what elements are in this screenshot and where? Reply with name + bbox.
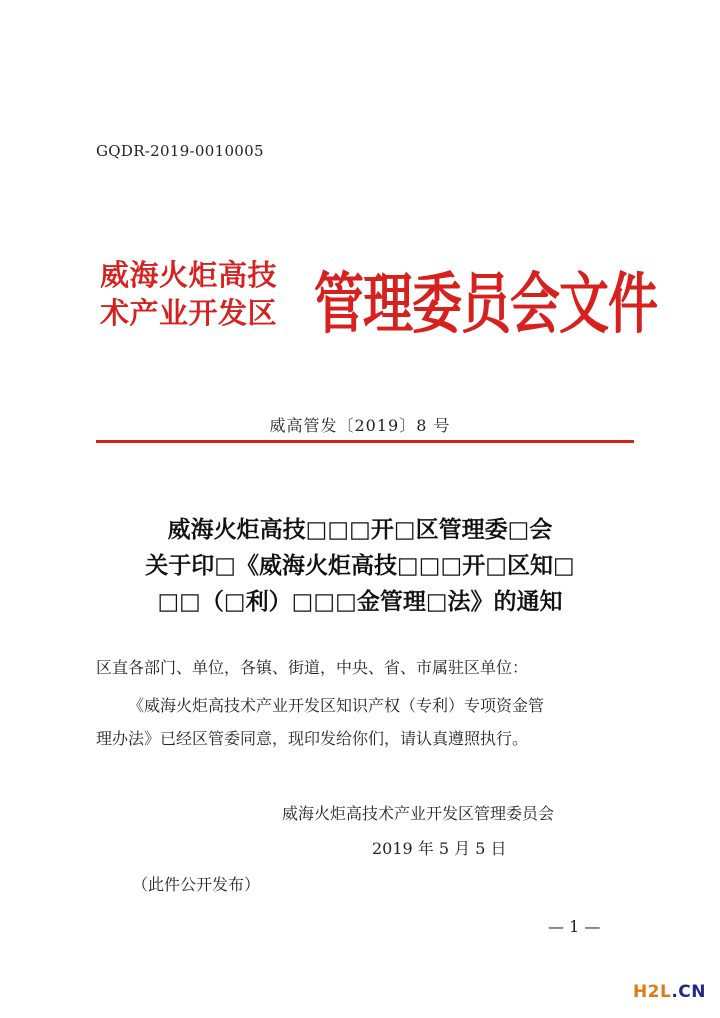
issuer-org-line-2: 术产业开发区 [100, 296, 278, 330]
document-title [80, 512, 640, 620]
title-line-3: □□（□利）□□□金管理□法》的通知 [157, 589, 563, 615]
issuer-document-type: 管理委员会文件 [314, 265, 657, 343]
watermark-logo [633, 982, 706, 1002]
signature-date: 2019 年 5 月 5 日 [372, 839, 507, 858]
issuer-organization [100, 256, 320, 332]
title-line-1: 威海火炬高技□□□开□区管理委□会 [167, 517, 553, 543]
body-paragraph-line-1: 《威海火炬高技术产业开发区知识产权（专利）专项资金管 [128, 696, 545, 715]
document-code: GQDR-2019-0010005 [96, 142, 264, 160]
watermark-main: H2L [632, 982, 672, 1002]
publish-note: （此件公开发布） [132, 875, 261, 894]
watermark-tld: .CN [671, 982, 706, 1002]
title-line-2: 关于印□《威海火炬高技□□□开□区知□ [145, 553, 575, 579]
red-divider-rule [96, 440, 634, 443]
body-paragraph-line-2: 理办法》已经区管委同意，现印发给你们，请认真遵照执行。 [96, 729, 529, 748]
page-number: — 1 — [548, 917, 601, 936]
document-number: 威高管发〔2019〕8 号 [269, 416, 451, 435]
signature-organization: 威海火炬高技术产业开发区管理委员会 [282, 804, 555, 823]
issuer-org-line-1: 威海火炬高技 [100, 258, 278, 292]
addressee-line: 区直各部门、单位，各镇、街道，中央、省、市属驻区单位： [96, 658, 529, 677]
body-paragraph [96, 689, 636, 755]
